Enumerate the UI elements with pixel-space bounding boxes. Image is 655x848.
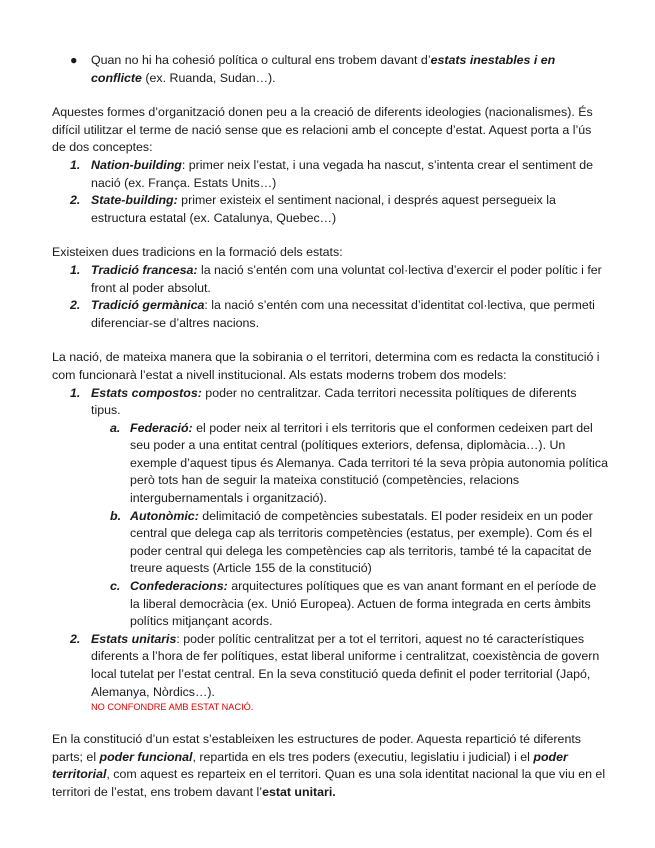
list-item-tradicio-francesa (52, 262, 608, 297)
bullet-emphasis: estats inestables i en conflicte (91, 53, 556, 85)
term-poder-funcional: poder funcional (99, 749, 193, 764)
list-text: la nació s’entén com una voluntat col·lectiva d’exercir el poder polític i fer front al poder absolut. (91, 262, 602, 295)
list-text: : la nació s’entén com una necessitat d’identitat col·lectiva, que permeti diferenciar-se d’altres nacions. (91, 298, 595, 330)
list-text: poder no centralitzar. Cada territori necessita polítiques de diferents tipus. (91, 385, 577, 418)
list-term: Nation-building (91, 157, 182, 172)
paragraph-text: En la constitució d’un estat s’estableixen les estructures de poder. Aquesta repartició té diferents parts; el (52, 732, 581, 764)
sublist-text: delimitació de competències subestatals. El poder resideix en un poder central que delega cap als territoris competències (estatus, per exemple). Com és el poder central qui delega les competències cap als territoris, també té la capacitat de treure aquests (Article 155 de la constitució) (130, 508, 593, 576)
bullet-text-end: (ex. Ruanda, Sudan…). (141, 70, 276, 85)
list-number: 2. (70, 298, 81, 313)
paragraph-power-structures (52, 731, 608, 801)
sublist-item-autonomic (52, 508, 608, 578)
list-term: State-building: (91, 193, 178, 208)
list-item-tradicio-germanica (52, 297, 608, 332)
list-number: 1. (70, 157, 81, 172)
sublist-item-confederacions (52, 578, 608, 631)
paragraph-text: , repartida en els tres poders (executiu, legislatiu i judicial) i el (192, 749, 534, 764)
list-number: 2. (70, 631, 81, 646)
list-item-nation-building (52, 157, 608, 192)
sublist-text: el poder neix al territori i els territoris que el conformen cedeixen part del seu poder a una entitat central (polítiques exteriors, defensa, diplomàcia…). Un exemple d’aquest tipus és Alemanya. Cada territori té la seva pròpia autonomia política però tots han de seguir la mateixa constitució (competències, relacions intergubernamentals i organització). (130, 420, 608, 506)
paragraph-text: , com aquest es reparteix en el territori. Quan es una sola identitat nacional la que viu en el territori de l’estat, ens trobem davant l’ (52, 767, 606, 799)
sublist-term: Federació: (130, 420, 193, 435)
sublist-term: Confederacions: (130, 579, 228, 594)
list-term: Estats unitaris (91, 631, 177, 646)
list-number: 1. (70, 385, 81, 400)
list-item-estats-compostos (52, 385, 608, 420)
paragraph-models: La nació, de mateixa manera que la sobirania o el territori, determina com es redacta la constitució i com funcionarà l’estat a nivell institucional. Als estats moderns trobem dos models: (52, 350, 600, 382)
red-note: NO CONFONDRE AMB ESTAT NACIÓ. (91, 702, 254, 713)
sublist-letter: c. (110, 579, 121, 594)
list-text: : primer neix l’estat, i una vegada ha nascut, s’intenta crear el sentiment de nació (ex. França. Estats Units…) (91, 157, 594, 190)
term-estat-unitari: estat unitari. (262, 784, 336, 799)
list-item-state-building (52, 192, 608, 227)
bullet-text: Quan no hi ha cohesió política o cultural ens trobem davant d’ (91, 53, 431, 67)
list-term: Estats compostos: (91, 385, 202, 400)
sublist-letter: a. (110, 420, 121, 435)
paragraph-traditions: Existeixen dues tradicions en la formació dels estats: (52, 245, 343, 260)
term-poder-territorial: poder territorial (52, 749, 568, 782)
sublist-letter: b. (110, 508, 122, 523)
bullet-item (52, 52, 608, 87)
sublist-text: arquitectures polítiques que es van anant formant en el període de la liberal democràcia (ex. Unió Europea). Actuen de forma integrada en certs àmbits polítics mitjançant acords. (130, 579, 597, 629)
sublist-item-federacio (52, 420, 608, 508)
bullet-marker: ● (70, 53, 78, 67)
list-term: Tradició francesa: (91, 262, 198, 277)
list-number: 1. (70, 262, 81, 277)
document-page (52, 52, 608, 802)
list-term: Tradició germànica (91, 298, 205, 313)
paragraph-ideologies: Aquestes formes d’organització donen peu a la creació de diferents ideologies (nacionalismes). És difícil utilitzar el terme de nació sense que es relacioni amb el concepte d’estat. Aquest porta a l’ús de dos conceptes: (52, 105, 593, 155)
list-number: 2. (70, 193, 81, 208)
sublist-term: Autonòmic: (130, 508, 199, 523)
list-item-estats-unitaris (52, 631, 608, 701)
list-text: primer existeix el sentiment nacional, i després aquest persegueix la estructura estatal (ex. Catalunya, Quebec…) (91, 193, 556, 225)
list-text: : poder polític centralitzat per a tot el territori, aquest no té característiques diferents a l’hora de fer polítiques, estat liberal uniforme i centralitzat, coexistència de govern local tutelat per l’estat central. En la seva constitució queda definit el poder territorial (Japó, Alemanya, Nòrdics…). (91, 631, 600, 699)
